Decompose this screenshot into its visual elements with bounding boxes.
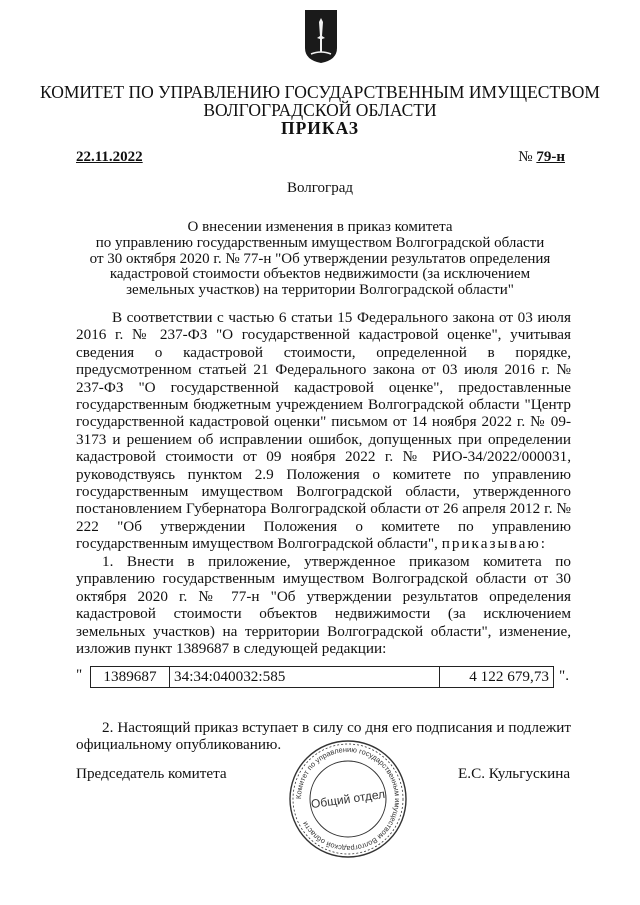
preamble-paragraph bbox=[76, 309, 571, 553]
title-line: кадастровой стоимости объектов недвижимости (за исключением bbox=[109, 266, 531, 283]
title-line: земельных участков) на территории Волгоградской области" bbox=[126, 282, 514, 299]
stamp-ring-text: Комитет по управлению государственным имуществом Волгоградской области bbox=[293, 744, 403, 854]
city: Волгоград bbox=[286, 180, 353, 196]
item-2-paragraph: 2. Настоящий приказ вступает в силу со дня его подписания и подлежит официальному опубликованию. bbox=[76, 719, 571, 754]
order-date: 22.11.2022 bbox=[76, 149, 143, 165]
table-cell-cadastral-number: 34:34:040032:585 bbox=[169, 666, 440, 688]
order-number bbox=[518, 149, 565, 166]
number-sign: № bbox=[518, 149, 533, 165]
title-line: от 30 октября 2020 г. № 77-н "Об утверждении результатов определения bbox=[89, 250, 551, 267]
stamp-center-text: Общий отдел bbox=[310, 786, 386, 812]
order-title bbox=[0, 220, 640, 299]
org-name-line2: ВОЛГОГРАДСКОЙ ОБЛАСТИ bbox=[203, 100, 437, 120]
table-cell-item-number: 1389687 bbox=[90, 666, 170, 688]
signatory-position: Председатель комитета bbox=[76, 765, 227, 782]
order-word: приказываю: bbox=[441, 535, 547, 553]
number-value: 79-н bbox=[536, 149, 565, 165]
title-line: по управлению государственным имуществом Волгоградской области bbox=[95, 234, 545, 251]
title-line: О внесении изменения в приказ комитета bbox=[187, 219, 453, 235]
amendment-table bbox=[76, 666, 576, 688]
signatory-name: Е.С. Кульгускина bbox=[458, 765, 571, 782]
open-quote: " bbox=[76, 666, 83, 683]
table-cell-cadastral-value: 4 122 679,73 bbox=[439, 666, 554, 688]
item-1-paragraph: 1. Внести в приложение, утвержденное приказом комитета по управлению государственным имуществом Волгоградской области от 30 октября 2020 г. № 77-н "Об утверждении результатов определения кадастровой стоимости объектов недвижимости (за исключением земельных участков) на территории Волгоградской области", изменение, изложив пункт 1389687 в следующей редакции: bbox=[76, 553, 571, 658]
stamp-seal bbox=[286, 737, 410, 861]
org-name-line1: КОМИТЕТ ПО УПРАВЛЕНИЮ ГОСУДАРСТВЕННЫМ ИМУЩЕСТВОМ bbox=[39, 82, 600, 102]
document-type: ПРИКАЗ bbox=[280, 118, 360, 138]
preamble-text: В соответствии с частью 6 статьи 15 Федерального закона от 03 июля 2016 г. № 237-ФЗ "О государственной кадастровой оценке", учитывая сведения о кадастровой стоимости, определенной в порядке, предусмотренном статьей 21 Федерального закона от 03 июля 2016 г. № 237-ФЗ "О государственной кадастровой оценке", предоставленные государственным бюджетным учреждением Волгоградской области "Центр государственной кадастровой оценки" письмом от 14 ноября 2022 г. № 09-3173 и решением об исправлении ошибок, допущенных при определении кадастровой стоимости от 09 ноября 2022 г. № РИО-34/2022/000031, руководствуясь пунктом 2.9 Положения о комитете по управлению государственным имуществом Волгоградской области, утвержденного постановлением Губернатора Волгоградской области от 26 апреля 2012 г. № 222 "Об утверждении Положения о комитете по управлению государственным имуществом Волгоградской области", bbox=[76, 309, 571, 553]
close-quote: ". bbox=[559, 667, 569, 684]
coat-of-arms-icon bbox=[303, 8, 339, 64]
